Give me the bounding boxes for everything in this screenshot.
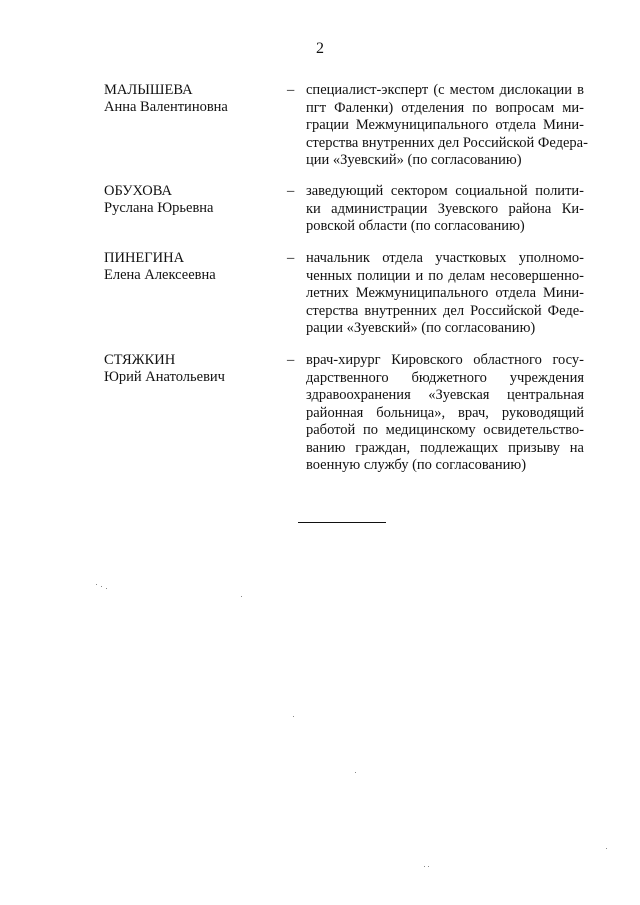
- position-line: дарственного бюджетного учреждения: [306, 369, 584, 386]
- member-position: [306, 250, 584, 338]
- position-line: стерства внутренних дел Российской Феде-: [306, 302, 584, 319]
- member-name: [104, 82, 274, 116]
- position-line: ции «Зуевский» (по согласованию): [306, 152, 522, 168]
- member-given-name: Анна Валентиновна: [104, 99, 228, 115]
- closing-rule: [298, 522, 386, 523]
- position-line: ванию граждан, подлежащих призыву на: [306, 439, 584, 456]
- member-surname: ОБУХОВА: [104, 183, 172, 199]
- member-name: [104, 183, 274, 217]
- member-surname: ПИНЕГИНА: [104, 250, 185, 266]
- entry-dash: –: [287, 82, 295, 98]
- scan-speck: [241, 596, 242, 597]
- position-line: ченных полиции и по делам несовершенно-: [306, 267, 584, 284]
- member-position: [306, 183, 584, 236]
- entry-dash: –: [287, 352, 295, 368]
- page-number: 2: [316, 40, 324, 57]
- position-line: заведующий сектором социальной полити-: [306, 183, 584, 199]
- position-line: районная больница», врач, руководящий: [306, 404, 584, 421]
- position-line: летних Межмуниципального отдела Мини-: [306, 285, 584, 301]
- position-line: работой по медицинскому освидетельство-: [306, 422, 584, 438]
- position-line: ровской области (по согласованию): [306, 218, 525, 234]
- member-given-name: Руслана Юрьевна: [104, 200, 214, 216]
- member-surname: МАЛЫШЕВА: [104, 82, 193, 98]
- scan-speck: [355, 772, 356, 773]
- position-line: ки администрации Зуевского района Ки-: [306, 200, 584, 217]
- scan-speck: [101, 586, 102, 587]
- scan-speck: [106, 588, 107, 589]
- member-name: [104, 352, 274, 386]
- entry-dash: –: [287, 250, 295, 266]
- member-given-name: Юрий Анатольевич: [104, 369, 225, 385]
- position-line: рации «Зуевский» (по согласованию): [306, 320, 536, 336]
- scan-speck: [424, 866, 425, 867]
- member-position: [306, 82, 588, 170]
- position-line: здравоохранения «Зуевская центральная: [306, 387, 584, 403]
- position-line: специалист-эксперт (с местом дислокации в: [306, 82, 584, 98]
- position-line: пгт Фаленки) отделения по вопросам ми-: [306, 99, 584, 116]
- position-line: начальник отдела участковых уполномо-: [306, 250, 584, 266]
- position-line: грации Межмуниципального отдела Мини-: [306, 117, 584, 133]
- scan-speck: [96, 584, 97, 585]
- member-given-name: Елена Алексеевна: [104, 267, 216, 283]
- position-line: врач-хирург Кировского областного госу-: [306, 352, 584, 368]
- entry-dash: –: [287, 183, 295, 199]
- scan-speck: [293, 716, 294, 717]
- member-name: [104, 250, 274, 284]
- position-line: военную службу (по согласованию): [306, 457, 527, 473]
- position-line: стерства внутренних дел Российской Федера-: [306, 134, 588, 151]
- scan-speck: [428, 866, 429, 867]
- scan-speck: [606, 848, 607, 849]
- member-position: [306, 352, 584, 475]
- member-surname: СТЯЖКИН: [104, 352, 176, 368]
